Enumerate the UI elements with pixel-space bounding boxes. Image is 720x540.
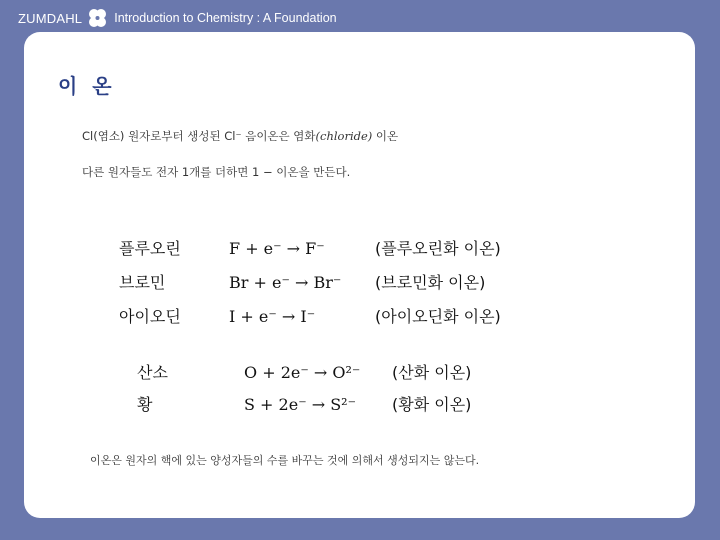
brand-name: ZUMDAHL [18, 10, 83, 26]
equation-row-fluorine [119, 236, 501, 259]
slide-title: 이 온 [58, 74, 116, 98]
ion-name: (브로민화 이온) [375, 273, 486, 292]
element-name: 아이오딘 [119, 307, 181, 326]
equation-row-iodine [119, 304, 501, 327]
element-name: 황 [137, 395, 153, 414]
chloride-text: Cl(염소) 원자로부터 생성된 Cl⁻ 음이온은 염화 [82, 129, 316, 143]
reaction-equation: Br + e⁻ → Br⁻ [229, 273, 342, 292]
content-panel [24, 32, 695, 518]
slide-header [18, 8, 337, 28]
reaction-equation: I + e⁻ → I⁻ [229, 307, 316, 326]
course-title: Introduction to Chemistry : A Foundation [114, 11, 337, 25]
equation-row-bromine [119, 270, 485, 293]
reaction-equation: S + 2e⁻ → S²⁻ [244, 395, 357, 414]
chloride-paragraph [82, 128, 398, 144]
chloride-english: (chloride) [315, 129, 373, 143]
equation-row-oxygen [137, 360, 471, 383]
ion-name: (황화 이온) [392, 395, 472, 414]
chloride-suffix: 이온 [372, 129, 399, 143]
reaction-equation: O + 2e⁻ → O²⁻ [244, 363, 361, 382]
ion-name: (플루오린화 이온) [375, 239, 501, 258]
ion-name: (산화 이온) [392, 363, 472, 382]
zumdahl-logo-icon [86, 7, 108, 29]
element-name: 플루오린 [119, 239, 181, 258]
element-name: 브로민 [119, 273, 166, 292]
ion-name: (아이오딘화 이온) [375, 307, 501, 326]
reaction-equation: F + e⁻ → F⁻ [229, 239, 325, 258]
other-atoms-paragraph: 다른 원자들도 전자 1개를 더하면 1 − 이온을 만든다. [82, 165, 351, 179]
equation-row-sulfur [137, 392, 471, 415]
element-name: 산소 [137, 363, 168, 382]
proton-note-paragraph: 이온은 원자의 핵에 있는 양성자들의 수를 바꾸는 것에 의해서 생성되지는 않는다. [90, 454, 480, 467]
